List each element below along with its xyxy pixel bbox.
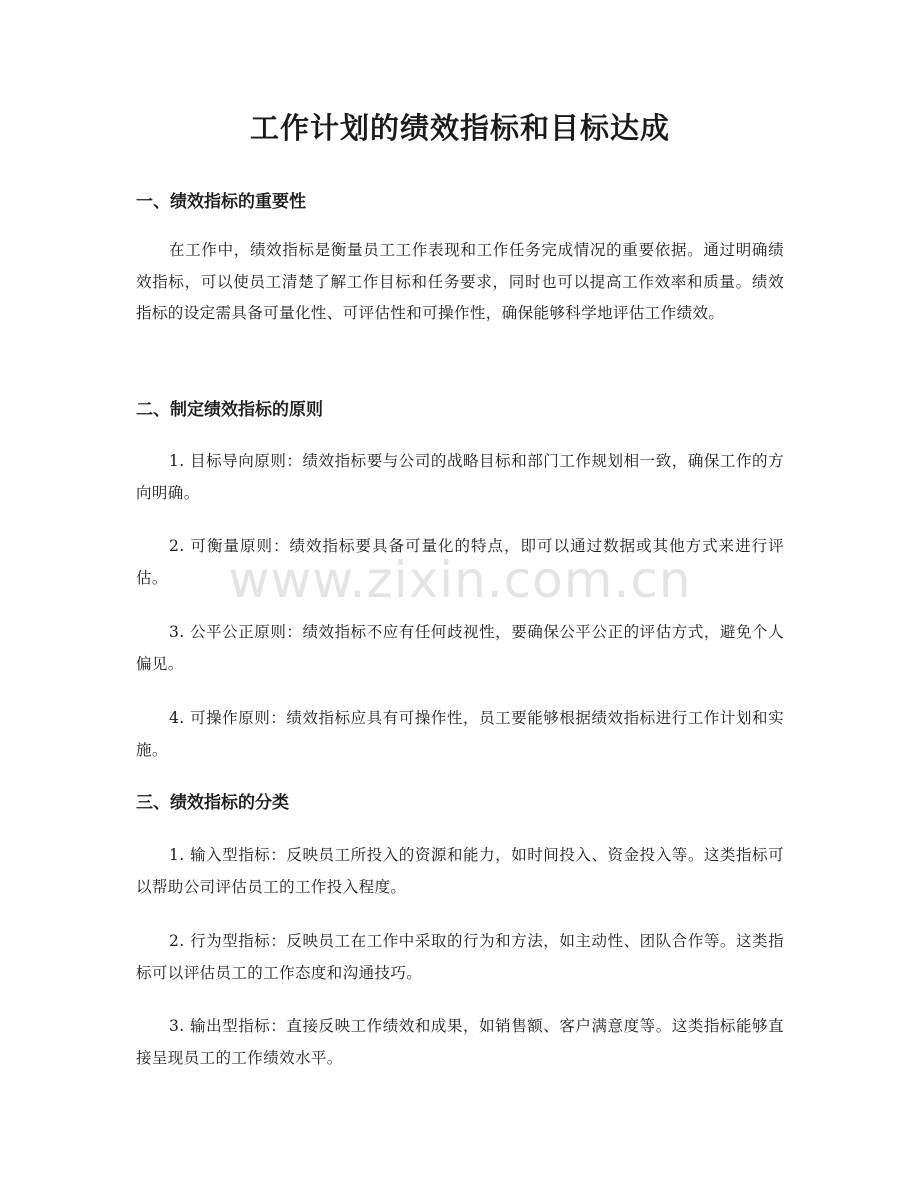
paragraph: 3. 公平公正原则：绩效指标不应有任何歧视性，要确保公平公正的评估方式，避免个人偏见。: [136, 623, 784, 673]
paragraph: 2. 可衡量原则：绩效指标要具备可量化的特点，即可以通过数据或其他方式来进行评估。: [136, 537, 784, 587]
paragraph: 2. 行为型指标：反映员工在工作中采取的行为和方法，如主动性、团队合作等。这类指标可以评估员工的工作态度和沟通技巧。: [136, 932, 784, 982]
paragraph: 1. 输入型指标：反映员工所投入的资源和能力，如时间投入、资金投入等。这类指标可以帮助公司评估员工的工作投入程度。: [136, 846, 784, 896]
section-heading-importance: 一、绩效指标的重要性: [136, 192, 306, 212]
paragraph: 4. 可操作原则：绩效指标应具有可操作性，员工要能够根据绩效指标进行工作计划和实施。: [136, 709, 784, 759]
paragraph: 3. 输出型指标：直接反映工作绩效和成果，如销售额、客户满意度等。这类指标能够直接呈现员工的工作绩效水平。: [136, 1017, 784, 1067]
watermark: www.zixin.com.cn: [228, 551, 692, 609]
document-title: 工作计划的绩效指标和目标达成: [249, 111, 670, 145]
paragraph: 在工作中，绩效指标是衡量员工工作表现和工作任务完成情况的重要依据。通过明确绩效指标，可以使员工清楚了解工作目标和任务要求，同时也可以提高工作效率和质量。绩效指标的设定需具备可量化性、可评估性和可操作性，确保能够科学地评估工作绩效。: [136, 241, 784, 322]
paragraph: 1. 目标导向原则：绩效指标要与公司的战略目标和部门工作规划相一致，确保工作的方向明确。: [136, 452, 784, 502]
section-heading-classification: 三、绩效指标的分类: [136, 793, 289, 813]
section-heading-principles: 二、制定绩效指标的原则: [136, 400, 323, 420]
